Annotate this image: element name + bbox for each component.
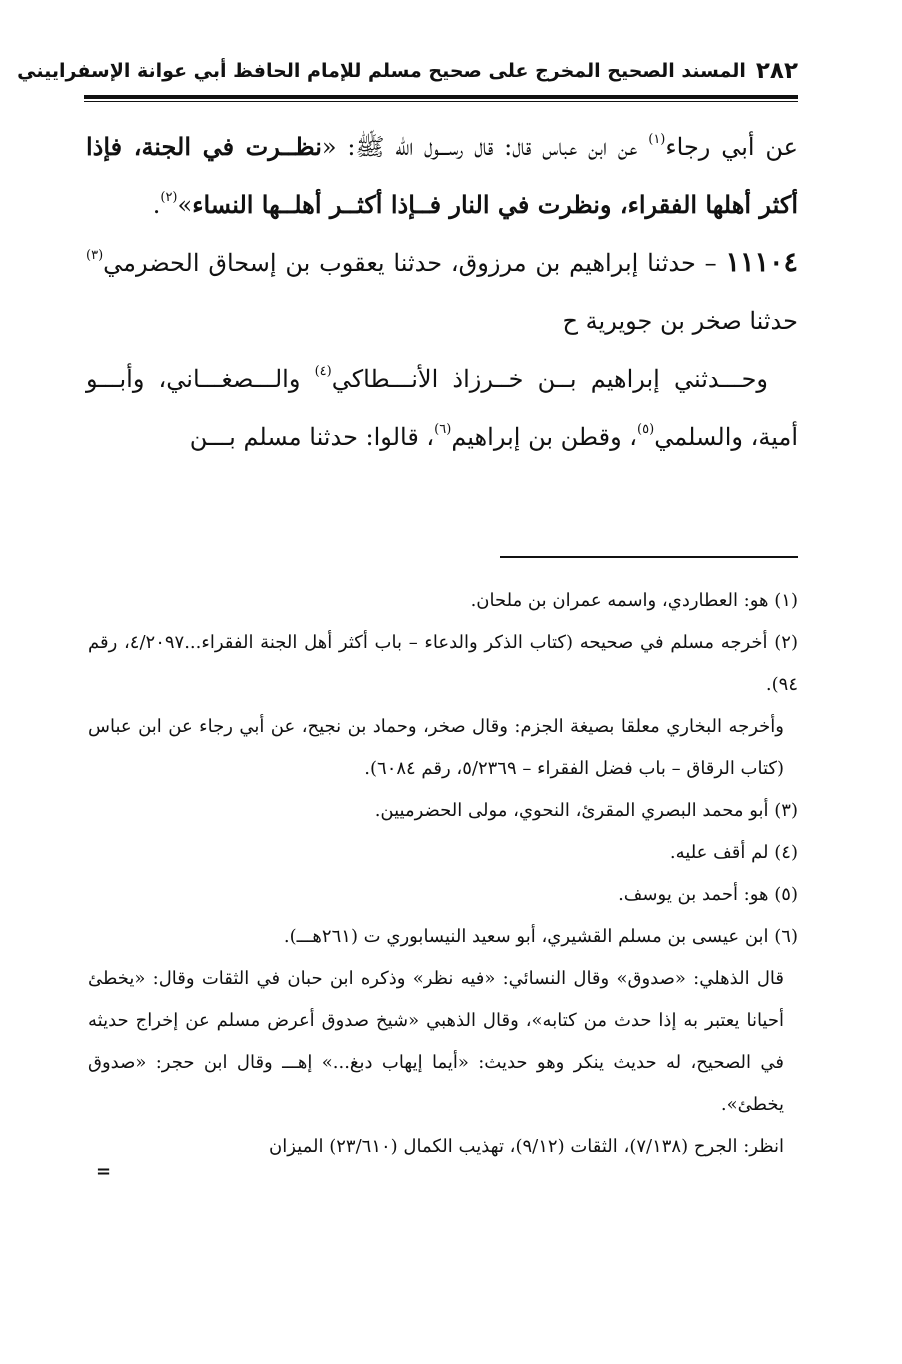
text-span: ، قالوا: حدثنا مسلم بـــن bbox=[189, 423, 435, 451]
text-span: حدثنا صخر بن جويرية ح bbox=[562, 307, 798, 335]
footnote-ref-5: (٥) bbox=[637, 422, 655, 437]
continuation-mark: = bbox=[96, 1161, 112, 1182]
text-span: وحـــدثني إبراهيم بــن خــرزاذ الأنـــطاكي bbox=[331, 365, 769, 393]
footnote-ref-3: (٣) bbox=[86, 248, 104, 263]
prophetic-quote: نظــرت في الجنة، فإذا أكثر أهلها الفقراء، ونظرت في النار فــإذا أكثــر أهلــها النساء bbox=[86, 132, 798, 219]
footnote-2-continuation: وأخرجه البخاري معلقا بصيغة الجزم: وقال صخر، وحماد بن نجيح، عن أبي رجاء عن ابن عباس (كتاب الرقاق – باب فضل الفقراء – ٥/٢٣٦٩، رقم ٦٠٨٤). bbox=[88, 716, 784, 779]
footnote-ref-1: (١) bbox=[648, 132, 666, 147]
paragraph-hadith-text bbox=[86, 118, 798, 234]
header-rule-thick bbox=[84, 95, 798, 99]
footnote-6-continuation: قال الذهلي: «صدوق» وقال النسائي: «فيه نظر» وذكره ابن حبان في الثقات وقال: «يخطئ أحيانا يعتبر به إذا حدث من كتابه»، وقال الذهبي «شيخ صدوق أعرض مسلم عن إخراج حديثه في الصحيح، له حديث ينكر وهو حديث: «أيما إيهاب دبغ...» إهـــ وقال ابن حجر: «صدوق يخطئ». bbox=[88, 968, 784, 1115]
footnote-separator bbox=[500, 556, 798, 558]
text-span: عن أبي رجاء bbox=[665, 133, 798, 161]
hadith-number: ١١١٠٤ bbox=[725, 247, 798, 278]
text-span: ، وقطن بن إبراهيم bbox=[451, 423, 638, 451]
main-text bbox=[86, 118, 798, 466]
text-span: . bbox=[152, 191, 161, 219]
footnote-ref-2: (٢) bbox=[160, 190, 178, 205]
page-number: ٢٨٢ bbox=[755, 58, 798, 84]
book-title: المسند الصحيح المخرج على صحيح مسلم للإمام الحافظ أبي عوانة الإسفراييني bbox=[17, 60, 746, 82]
footnote-1: (١) هو: العطاردي، واسمه عمران بن ملحان. bbox=[470, 590, 798, 611]
footnote-4: (٤) لم أقف عليه. bbox=[669, 842, 798, 863]
text-span: – حدثنا إبراهيم بن مرزوق، حدثنا يعقوب بن إسحاق الحضرمي bbox=[103, 249, 726, 277]
footnote-3: (٣) أبو محمد البصري المقرئ، النحوي، مولى الحضرميين. bbox=[374, 800, 798, 821]
footnote-ref-6: (٦) bbox=[434, 422, 452, 437]
paragraph-isnad bbox=[86, 350, 798, 466]
paragraph-hadith-11104 bbox=[86, 234, 798, 350]
footnote-6-references: انظر: الجرح (٧/١٣٨)، الثقات (٩/١٢)، تهذيب الكمال (٢٣/٦١٠) الميزان bbox=[269, 1136, 784, 1157]
footnote-ref-4: (٤) bbox=[314, 364, 332, 379]
footnote-2: (٢) أخرجه مسلم في صحيحه (كتاب الذكر والدعاء – باب أكثر أهل الجنة الفقراء...٤/٢٠٩٧، رقم ٩٤). bbox=[88, 632, 798, 695]
footnote-6: (٦) ابن عيسى بن مسلم القشيري، أبو سعيد النيسابوري ت (٢٦١هـــ). bbox=[283, 926, 798, 947]
running-header bbox=[17, 58, 798, 84]
text-span: » bbox=[177, 191, 193, 219]
footnotes bbox=[88, 580, 798, 1182]
footnote-5: (٥) هو: أحمد بن يوسف. bbox=[618, 884, 798, 905]
header-rule-thin bbox=[84, 101, 798, 102]
text-span: والـــصغـــاني، وأبـــو أمية، والسلمي bbox=[86, 365, 798, 451]
text-span: عن ابن عباس قال: قال رســـول الله ﷺ: « bbox=[321, 133, 649, 161]
